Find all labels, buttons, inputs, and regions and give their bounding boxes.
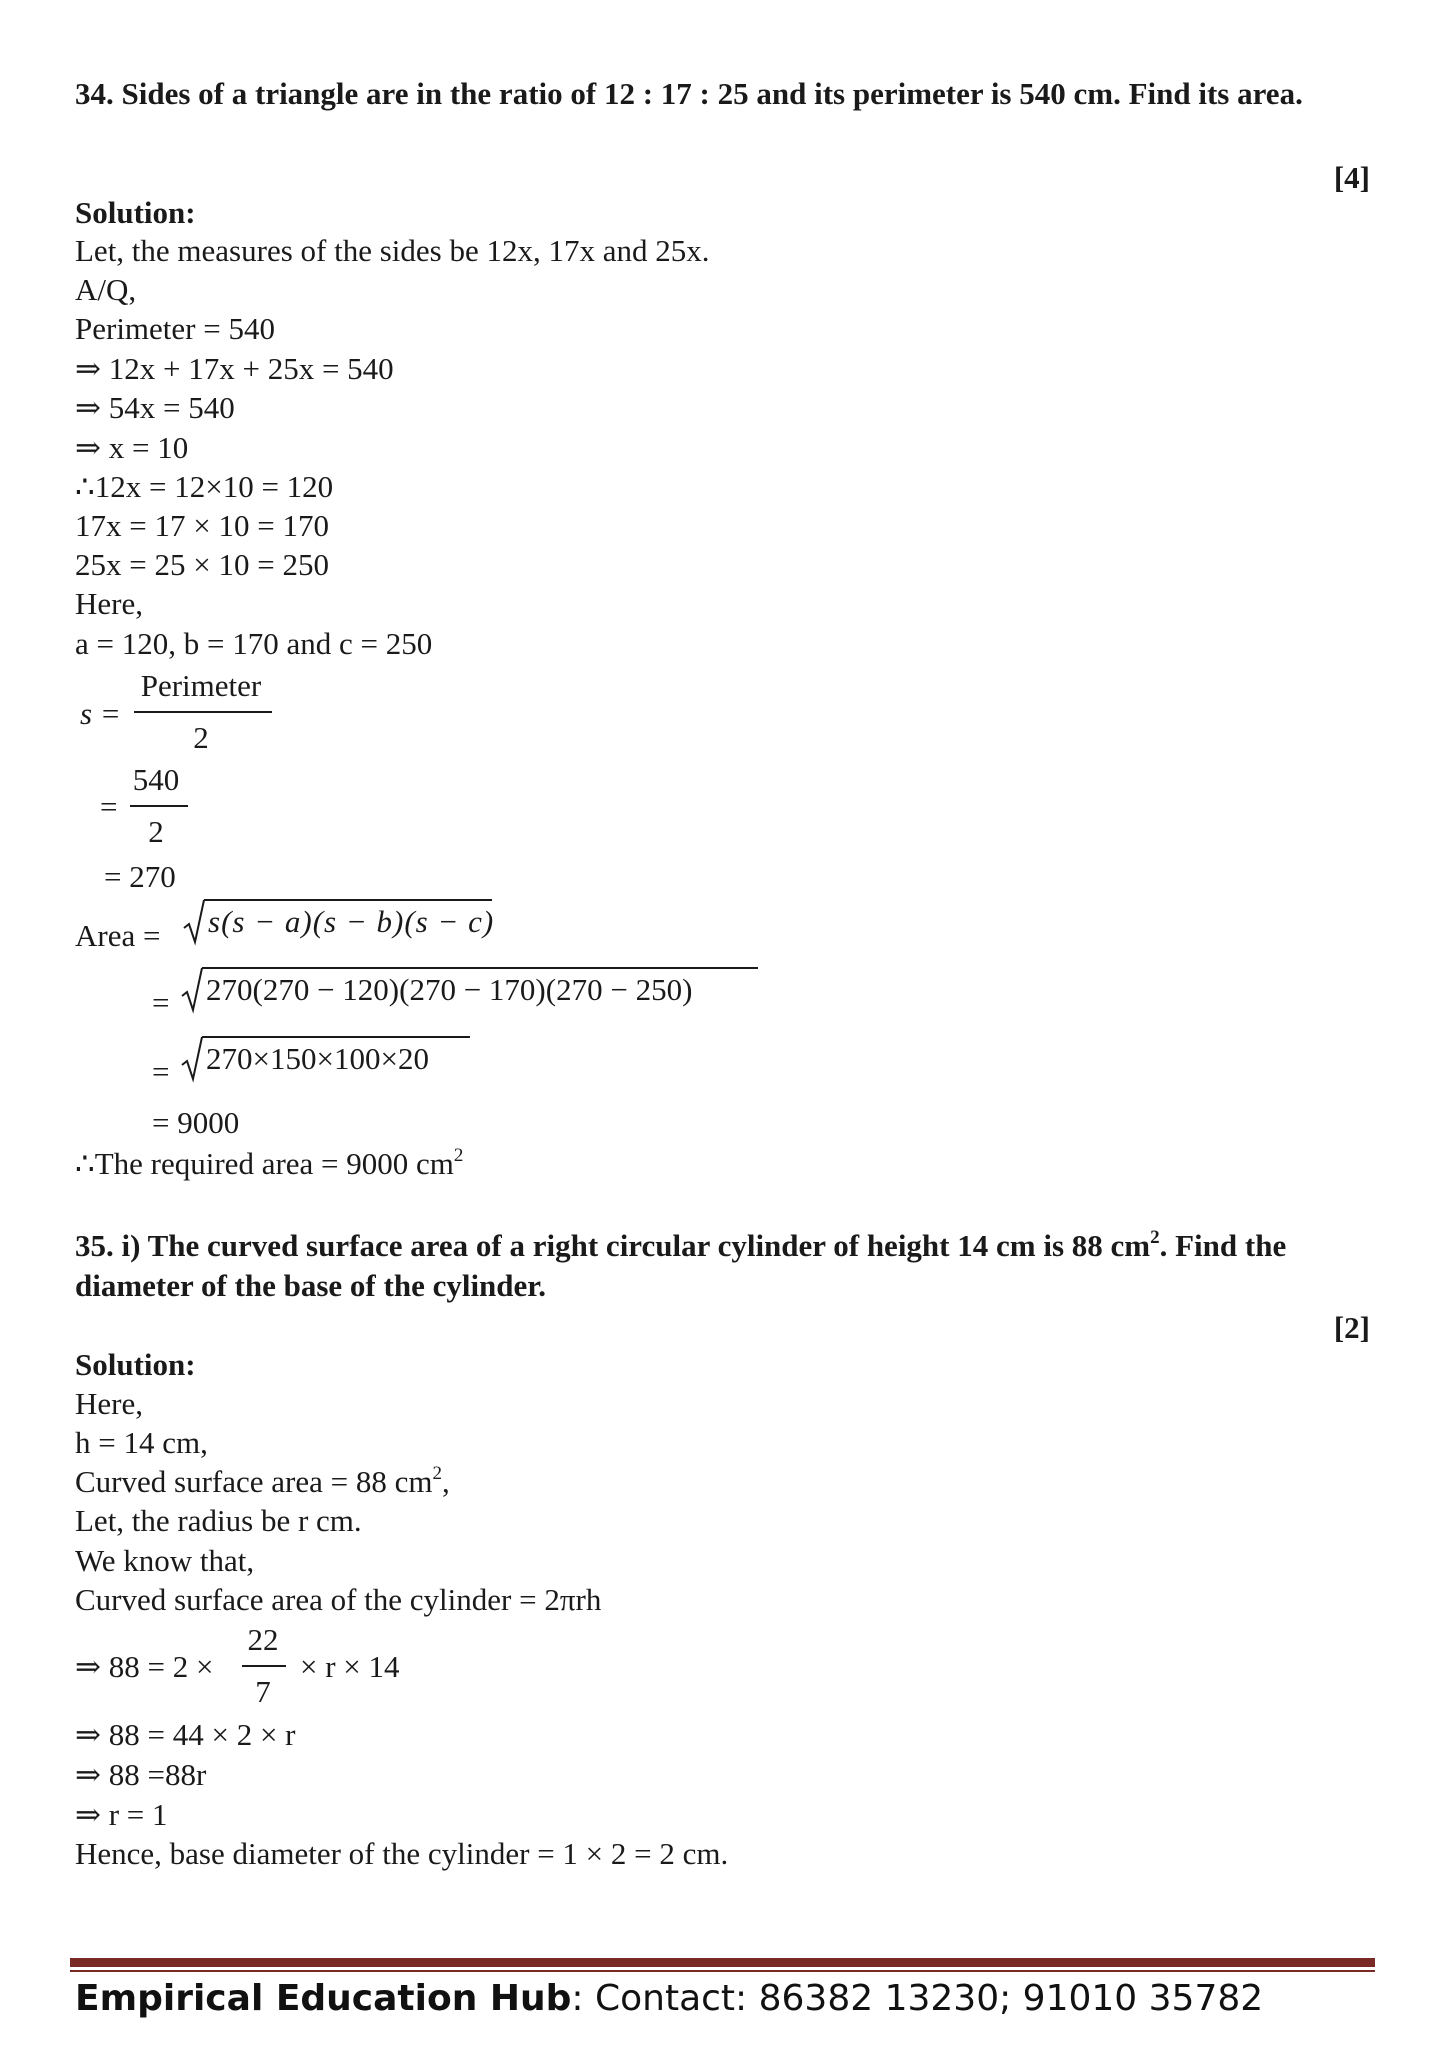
footer-brand: Empirical Education Hub — [75, 1978, 572, 2019]
q34-line-6: ∴12x = 12×10 = 120 — [75, 469, 334, 504]
q34-conclusion — [75, 1145, 463, 1183]
q35-question-sup: 2 — [1150, 1227, 1160, 1248]
area-expr-1: s(s − a)(s − b)(s − c) — [208, 904, 495, 939]
s-fraction-denominator: 2 — [193, 720, 209, 755]
q35-step4: ⇒ r = 1 — [75, 1797, 168, 1832]
q35-question-a: 35. i) The curved surface area of a right circular cylinder of height 14 cm is 88 cm — [75, 1228, 1151, 1263]
q35-step3: ⇒ 88 =88r — [75, 1757, 207, 1792]
q35-step1-bar — [242, 1665, 286, 1667]
q35-solution-label: Solution: — [75, 1347, 196, 1382]
q34-line-2: Perimeter = 540 — [75, 311, 275, 346]
q35-here: Here, — [75, 1386, 143, 1421]
s2-fraction-bar — [130, 805, 188, 807]
s2-equals: = — [100, 789, 118, 824]
q34-line-1: A/Q, — [75, 272, 137, 307]
q34-conclusion-sup: 2 — [453, 1145, 464, 1166]
s-value: = 270 — [104, 859, 176, 894]
area-eq-2: = — [152, 985, 170, 1020]
s2-fraction-numerator: 540 — [132, 762, 180, 797]
q34-line-4: ⇒ 54x = 540 — [75, 390, 235, 425]
q34-line-7: 17x = 17 × 10 = 170 — [75, 508, 329, 543]
area-label: Area = — [75, 918, 161, 953]
q35-step1-left: ⇒ 88 = 2 × — [75, 1649, 214, 1684]
footer-contact: : Contact: 86382 13230; 91010 35782 — [571, 1978, 1264, 2019]
q34-line-0: Let, the measures of the sides be 12x, 17x and 25x. — [75, 233, 710, 268]
q35-question — [75, 1226, 1375, 1306]
q35-csa-line: Curved surface area = 88 $cm^2$, — [75, 1463, 450, 1499]
q35-csa-sup: 2 — [432, 1463, 442, 1484]
s2-fraction-denominator: 2 — [148, 814, 164, 849]
q34-line-5: ⇒ x = 10 — [75, 430, 189, 465]
q35-formula-line: Curved surface area of the cylinder = 2πrh — [75, 1582, 602, 1617]
q35-csa-text: Curved surface area = 88 cm — [75, 1464, 433, 1499]
q35-h-line: h = 14 cm, — [75, 1425, 208, 1460]
q34-marks: [4] — [1333, 160, 1370, 195]
footer-rule-thick — [70, 1958, 1375, 1967]
s-fraction-numerator: Perimeter — [140, 668, 262, 703]
q34-question: 34. Sides of a triangle are in the ratio of 12 : 17 : 25 and its perimeter is 540 cm. Find its area. — [75, 76, 1303, 111]
radical-sign-icon — [182, 898, 206, 946]
radical-sign-icon — [180, 1035, 204, 1083]
q35-step1-numerator: 22 — [247, 1622, 279, 1657]
footer-rule-thin — [70, 1970, 1375, 1972]
area-value: = 9000 — [152, 1105, 240, 1140]
area-expr-2: 270(270 − 120)(270 − 170)(270 − 250) — [206, 972, 693, 1007]
s-fraction-bar — [134, 711, 272, 713]
q34-conclusion-text: ∴The required area = 9000 cm — [75, 1146, 454, 1181]
q35-step2: ⇒ 88 = 44 × 2 × r — [75, 1717, 296, 1752]
area-expr-3: 270×150×100×20 — [206, 1041, 429, 1076]
radical-sign-icon — [180, 966, 204, 1014]
q34-solution-label: Solution: — [75, 195, 196, 230]
q35-radius-line: Let, the radius be r cm. — [75, 1503, 362, 1538]
footer — [75, 1978, 1263, 2019]
q35-question-b: . Find the diameter of the base of the cylinder. — [75, 1228, 1287, 1303]
q34-line-8: 25x = 25 × 10 = 250 — [75, 547, 329, 582]
q34-line-3: ⇒ 12x + 17x + 25x = 540 — [75, 351, 394, 386]
area-eq-3: = — [152, 1054, 170, 1089]
q35-step1-denominator: 7 — [255, 1674, 271, 1709]
q35-final: Hence, base diameter of the cylinder = 1 × 2 = 2 cm. — [75, 1836, 729, 1871]
s-label: s = — [80, 696, 121, 731]
q34-line-9: Here, — [75, 586, 143, 621]
q35-know-line: We know that, — [75, 1543, 255, 1578]
q35-marks: [2] — [1333, 1310, 1370, 1345]
q34-line-10: a = 120, b = 170 and c = 250 — [75, 626, 433, 661]
q35-step1-right: × r × 14 — [300, 1649, 400, 1684]
